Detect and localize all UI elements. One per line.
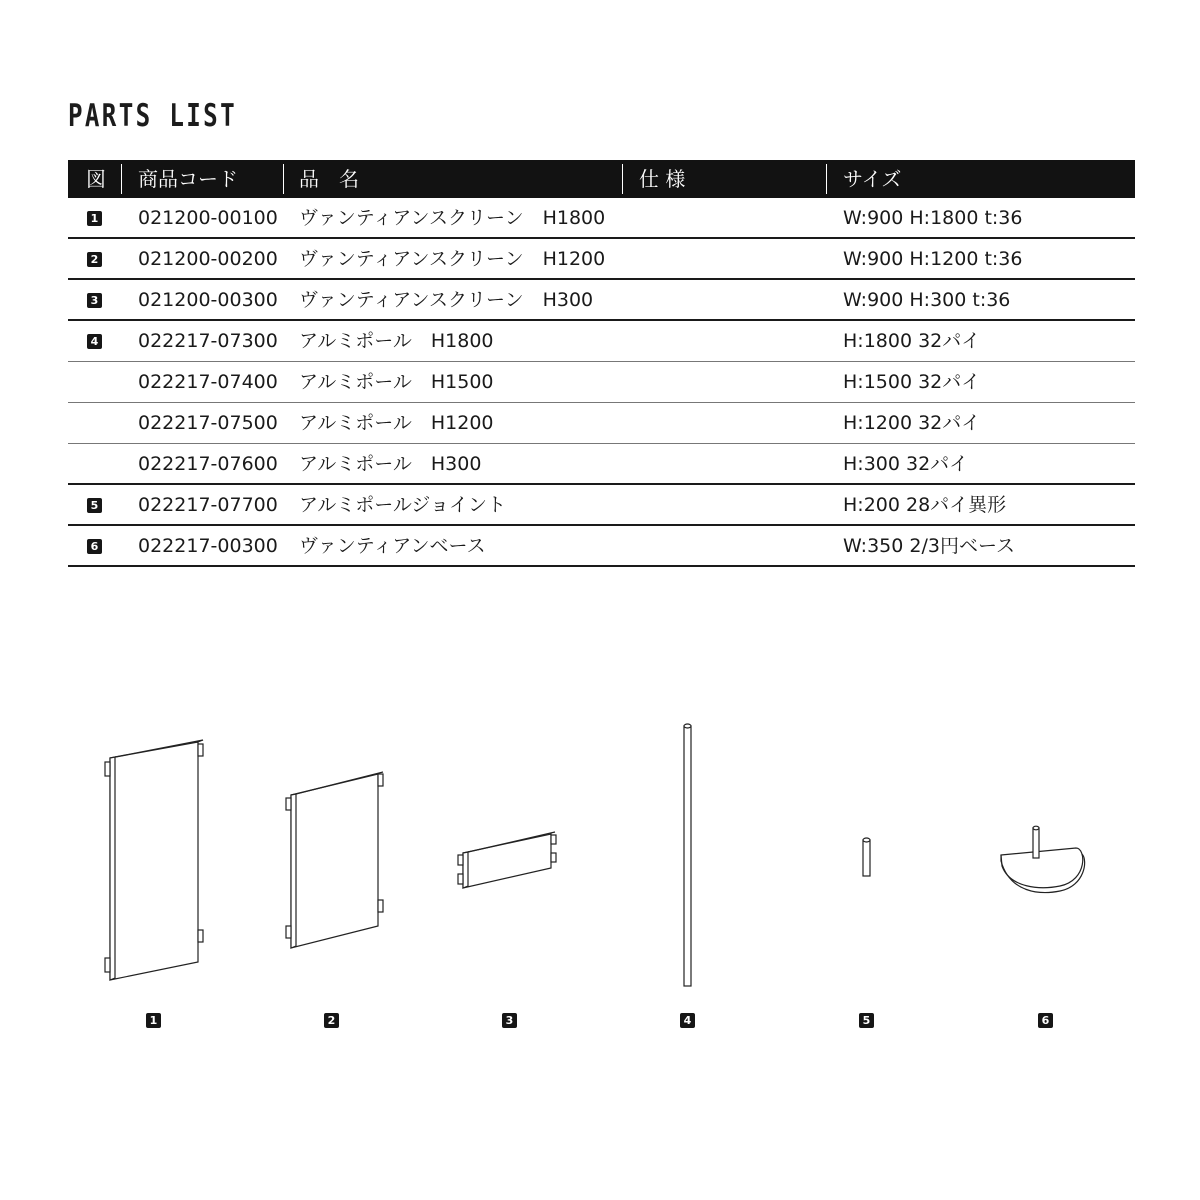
part-name: ヴァンティアンスクリーン H300 (299, 289, 594, 311)
table-row (68, 526, 1135, 567)
table-row (68, 239, 1135, 280)
part-name: ヴァンティアンスクリーン H1200 (299, 248, 606, 270)
part-size: W:900 H:1800 t:36 (843, 207, 1023, 229)
figure-number-1: 1 (146, 1013, 161, 1028)
header-code: 商品コード (138, 167, 238, 191)
header-divider (826, 164, 827, 194)
part-name: ヴァンティアンスクリーン H1800 (299, 207, 606, 229)
table-row (68, 362, 1135, 403)
part-code: 022217-07300 (138, 330, 278, 352)
part-code: 021200-00100 (138, 207, 278, 229)
table-row (68, 321, 1135, 362)
part-size: H:200 28パイ異形 (843, 494, 1007, 516)
part-size: H:300 32パイ (843, 453, 969, 475)
part-size: W:900 H:300 t:36 (843, 289, 1011, 311)
page-title: PARTS LIST (68, 98, 237, 134)
table-row (68, 403, 1135, 444)
header-spec: 仕 様 (639, 167, 686, 191)
header-name: 品 名 (299, 167, 359, 191)
row-number-badge: 3 (87, 293, 102, 308)
row-number-badge: 6 (87, 539, 102, 554)
table-body (68, 198, 1135, 567)
part-code: 022217-07500 (138, 412, 278, 434)
part-name: アルミポール H1200 (299, 412, 494, 434)
part-code: 021200-00300 (138, 289, 278, 311)
part-size: W:350 2/3円ベース (843, 535, 1016, 557)
screen-panel-short-icon (458, 832, 556, 888)
part-name: ヴァンティアンベース (299, 535, 486, 557)
table-row (68, 198, 1135, 239)
header-divider (283, 164, 284, 194)
header-divider (121, 164, 122, 194)
table-row (68, 444, 1135, 485)
header-fig: 図 (86, 167, 106, 191)
row-number-badge: 4 (87, 334, 102, 349)
screen-panel-tall-icon (105, 740, 203, 980)
figure-number-5: 5 (859, 1013, 874, 1028)
part-name: アルミポールジョイント (299, 494, 507, 516)
row-number-badge: 5 (87, 498, 102, 513)
header-divider (622, 164, 623, 194)
part-code: 022217-00300 (138, 535, 278, 557)
row-number-badge: 1 (87, 211, 102, 226)
aluminum-pole-icon (684, 724, 691, 986)
header-size: サイズ (843, 167, 902, 191)
row-number-badge: 2 (87, 252, 102, 267)
part-code: 021200-00200 (138, 248, 278, 270)
part-size: H:1200 32パイ (843, 412, 981, 434)
figure-number-2: 2 (324, 1013, 339, 1028)
part-size: H:1800 32パイ (843, 330, 981, 352)
part-code: 022217-07600 (138, 453, 278, 475)
part-name: アルミポール H1500 (299, 371, 494, 393)
figure-number-3: 3 (502, 1013, 517, 1028)
screen-panel-medium-icon (286, 772, 383, 948)
base-icon (1001, 826, 1085, 892)
figure-number-4: 4 (680, 1013, 695, 1028)
table-row (68, 485, 1135, 526)
part-size: W:900 H:1200 t:36 (843, 248, 1023, 270)
table-header (68, 160, 1135, 198)
figure-number-6: 6 (1038, 1013, 1053, 1028)
table-row (68, 280, 1135, 321)
pole-joint-icon (863, 838, 870, 876)
part-name: アルミポール H1800 (299, 330, 494, 352)
parts-illustration (0, 700, 1200, 1020)
part-code: 022217-07400 (138, 371, 278, 393)
parts-table (68, 160, 1135, 567)
part-name: アルミポール H300 (299, 453, 482, 475)
part-code: 022217-07700 (138, 494, 278, 516)
part-size: H:1500 32パイ (843, 371, 981, 393)
